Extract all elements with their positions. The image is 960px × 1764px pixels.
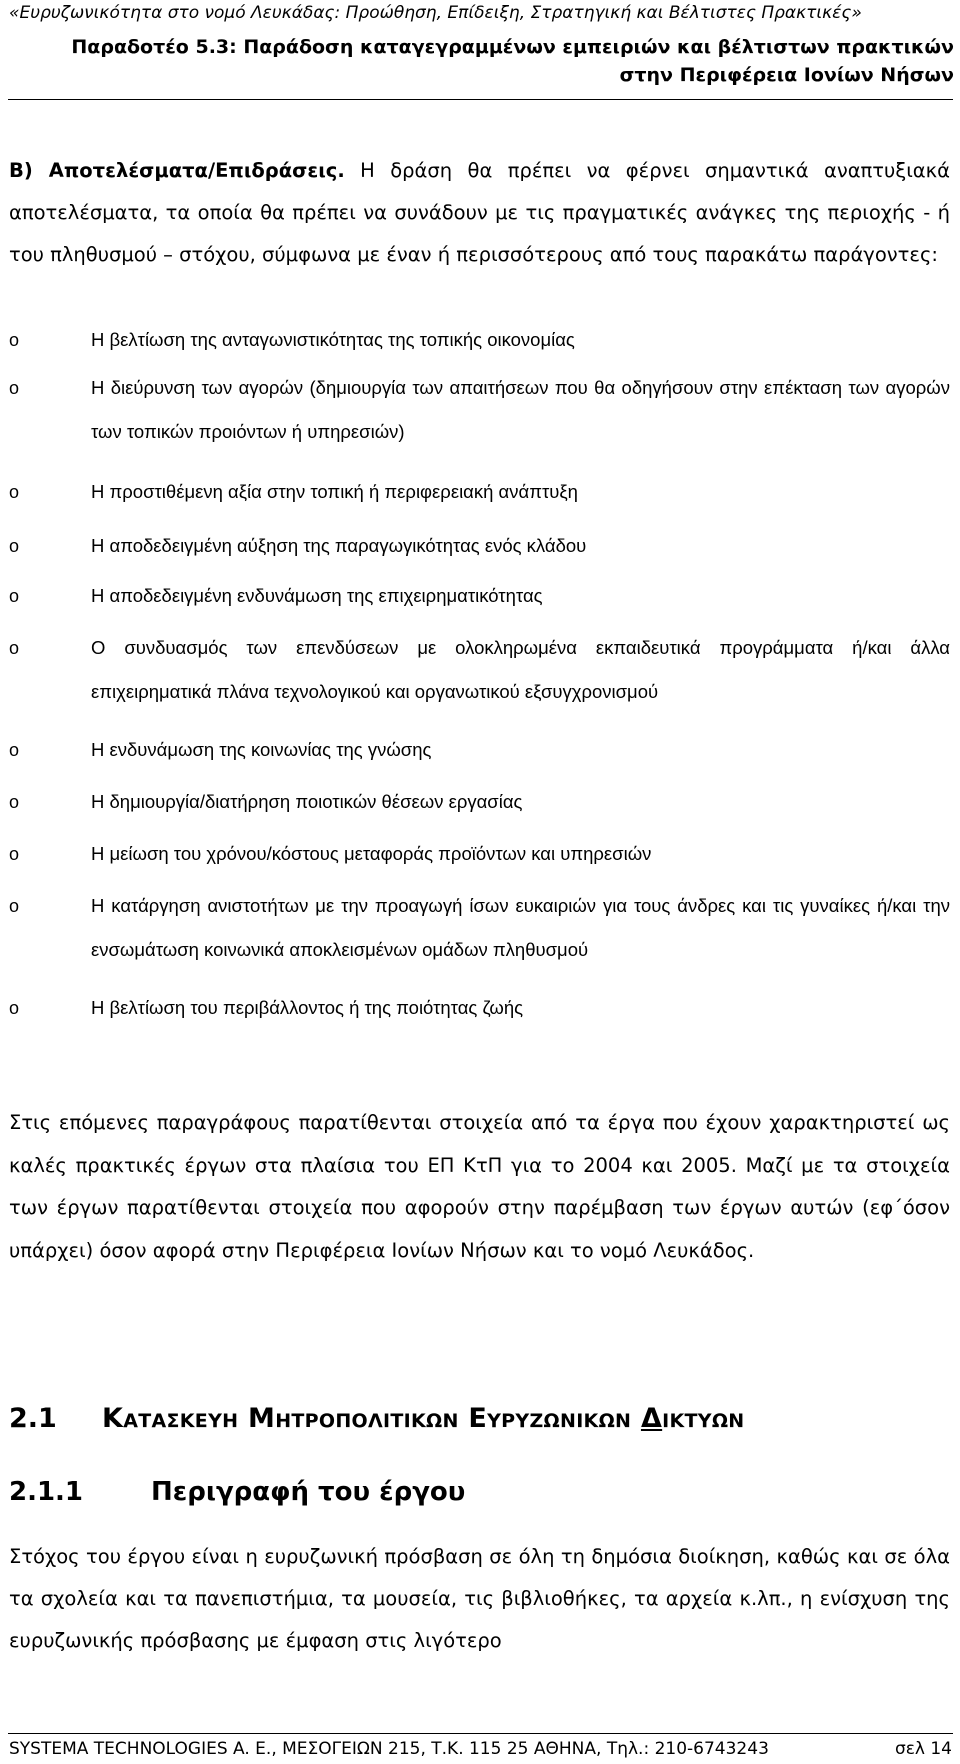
intro-paragraph [9, 150, 950, 276]
footer-divider [8, 1733, 953, 1734]
footer-page-number: σελ 14 [894, 1739, 952, 1759]
subsection-number: 2.1.1 [9, 1477, 84, 1507]
list-item-text: Η διεύρυνση των αγορών (δημιουργία των απαιτήσεων που θα οδηγήσουν στην επέκταση των αγορών των τοπικών προιόντων ή υπηρεσιών) [91, 377, 950, 442]
section-title-part-1: Κατασκευη Μητροπολιτικων Ευρυζωνικων [102, 1403, 641, 1434]
section-title [102, 1403, 745, 1434]
intro-text: Η δράση θα πρέπει να φέρνει σημαντικά αναπτυξιακά αποτελέσματα, τα οποία θα πρέπει να συνάδουν με τις πραγματικές ανάγκες της περιοχής - ή του πληθυσμού – στόχου, σύμφωνα με έναν ή περισσότερους από τους παρακάτω παράγοντες: [9, 159, 950, 266]
list-item-text: Η μείωση του χρόνου/κόστους μεταφοράς προϊόντων και υπηρεσιών [91, 843, 652, 864]
list-item-text: Η ενδυνάμωση της κοινωνίας της γνώσης [91, 739, 432, 760]
bullet-marker: o [9, 378, 20, 398]
bullet-marker: o [9, 536, 20, 556]
bullet-marker: o [9, 998, 20, 1018]
project-description-paragraph: Στόχος του έργου είναι η ευρυζωνική πρόσβαση σε όλη τη δημόσια διοίκηση, καθώς και σε όλα τα σχολεία και τα πανεπιστήμια, τα μουσεία, τις βιβλιοθήκες, τα αρχεία κ.λπ., η ενίσχυση της ευρυζωνικής πρόσβασης με έμφαση στις λιγότερο [9, 1545, 950, 1652]
bullet-marker: o [9, 844, 20, 864]
header-project-title: «Ευρυζωνικότητα στο νομό Λευκάδας: Προώθηση, Επίδειξη, Στρατηγική και Βέλτιστες Πρακτικές» [9, 3, 862, 23]
header-deliverable-subtitle: στην Περιφέρεια Ιονίων Νήσων [619, 64, 954, 86]
list-item-text: Η κατάργηση ανιστοτήτων με την προαγωγή ίσων ευκαιριών για τους άνδρες και τις γυναίκες ή/και την ενσωμάτωση κοινωνικά αποκλεισμένων ομάδων πληθυσμού [91, 895, 950, 960]
bullet-marker: o [9, 586, 20, 606]
header-deliverable-title: Παραδοτέο 5.3: Παράδοση καταγεγραμμένων εμπειριών και βέλτιστων πρακτικών [71, 36, 954, 58]
list-item-text: Η προστιθέμενη αξία στην τοπική ή περιφερειακή ανάπτυξη [91, 481, 578, 502]
list-item-text: Η αποδεδειγμένη ενδυνάμωση της επιχειρηματικότητας [91, 585, 543, 606]
list-item-text: Η βελτίωση του περιβάλλοντος ή της ποιότητας ζωής [91, 997, 524, 1018]
list-item-text: Η δημιουργία/διατήρηση ποιοτικών θέσεων εργασίας [91, 791, 523, 812]
subsection-title: Περιγραφή του έργου [151, 1477, 466, 1507]
bullet-marker: o [9, 740, 20, 760]
best-practices-paragraph: Στις επόμενες παραγράφους παρατίθενται στοιχεία από τα έργα που έχουν χαρακτηριστεί ως καλές πρακτικές έργων στα πλαίσια του ΕΠ ΚτΠ για το 2004 και 2005. Μαζί με τα στοιχεία των έργων παρατίθενται στοιχεία που αφορούν στην παρέμβαση των έργων αυτών (εφ΄όσον υπάρχει) όσον αφορά στην Περιφέρεια Ιονίων Νήσων και το νομό Λευκάδος. [9, 1111, 950, 1262]
bullet-marker: o [9, 792, 20, 812]
list-item-text: Η βελτίωση της ανταγωνιστικότητας της τοπικής οικονομίας [91, 329, 575, 350]
bullet-marker: o [9, 330, 20, 350]
list-item-text: Ο συνδυασμός των επενδύσεων με ολοκληρωμένα εκπαιδευτικά προγράμματα ή/και άλλα επιχειρηματικά πλάνα τεχνολογικού και οργανωτικού εξσυγχρονισμού [91, 637, 950, 702]
bullet-marker: o [9, 482, 20, 502]
footer-company-address: SYSTEMA TECHNOLOGIES A. E., ΜΕΣΟΓΕΙΩΝ 215, Τ.Κ. 115 25 ΑΘΗΝΑ, Τηλ.: 210-6743243 [9, 1739, 769, 1759]
intro-lead: Β) Αποτελέσματα/Επιδράσεις. [9, 159, 345, 182]
section-number: 2.1 [9, 1403, 57, 1434]
header-divider [8, 99, 953, 100]
bullet-marker: o [9, 638, 20, 658]
section-title-part-2: Δ [640, 1403, 663, 1434]
bullet-marker: o [9, 896, 20, 916]
section-title-part-3: ικτυων [662, 1403, 745, 1434]
list-item-text: Η αποδεδειγμένη αύξηση της παραγωγικότητας ενός κλάδου [91, 535, 587, 556]
